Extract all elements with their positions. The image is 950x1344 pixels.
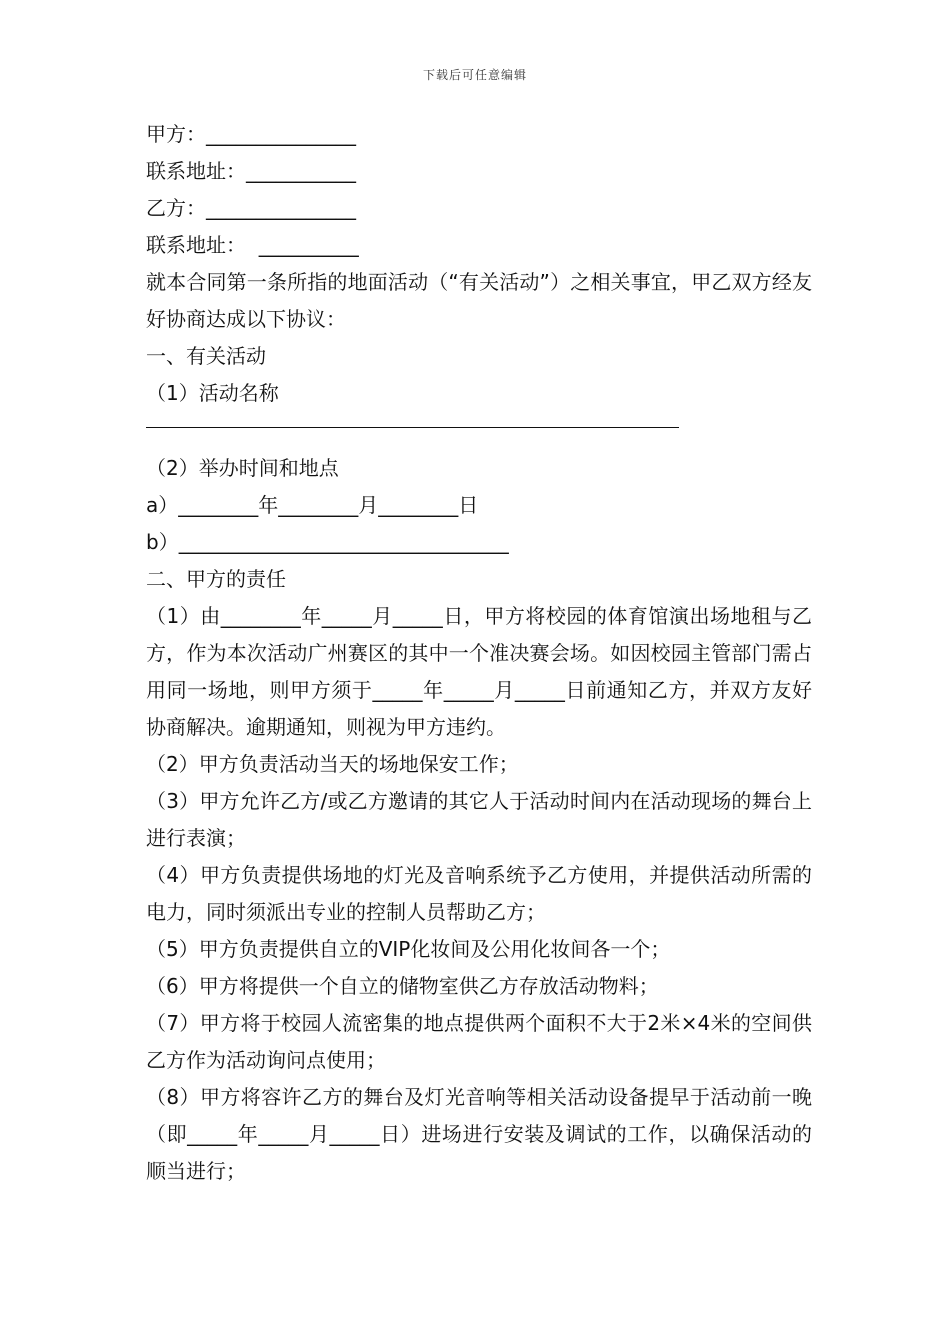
date-line: a）________年________月________日 xyxy=(146,493,479,517)
clause-4: （4）甲方负责提供场地的灯光及音响系统予乙方使用，并提供活动所需的电力，同时须派出专业的控制人员帮助乙方； xyxy=(146,863,812,924)
clause-1: （1）由________年_____月_____日，甲方将校园的体育馆演出场地租与乙方，作为本次活动广州赛区的其中一个准决赛会场。如因校园主管部门需占用同一场地，则甲方须于_____年_____月_____日前通知乙方，并双方友好协商解决。逾期通知，则视为甲方违约。 xyxy=(146,604,812,739)
section-2-title: 二、甲方的责任 xyxy=(146,567,286,591)
place-line: b）_________________________________ xyxy=(146,530,509,554)
clause-7: （7）甲方将于校园人流密集的地点提供两个面积不大于2米×4米的空间供乙方作为活动询问点使用； xyxy=(146,1011,812,1072)
clause-5: （5）甲方负责提供自立的VIP化妆间及公用化妆间各一个； xyxy=(146,937,671,961)
clause-3: （3）甲方允许乙方/或乙方邀请的其它人于活动时间内在活动现场的舞台上进行表演； xyxy=(146,789,812,850)
party-a-line: 甲方：_______________ xyxy=(146,122,356,146)
activity-name-label: （1）活动名称 xyxy=(146,381,279,405)
clause-6: （6）甲方将提供一个自立的储物室供乙方存放活动物料； xyxy=(146,974,659,998)
contract-body xyxy=(146,116,812,1190)
party-a-address-line: 联系地址：___________ xyxy=(146,159,356,183)
section-1-title: 一、有关活动 xyxy=(146,344,266,368)
party-b-address-line: 联系地址： __________ xyxy=(146,233,359,257)
party-b-line: 乙方：_______________ xyxy=(146,196,356,220)
page-header: 下载后可任意编辑 xyxy=(422,68,527,82)
clause-8: （8）甲方将容许乙方的舞台及灯光音响等相关活动设备提早于活动前一晚（即_____年_____月_____日）进场进行安装及调试的工作，以确保活动的顺当进行； xyxy=(146,1085,812,1183)
intro-paragraph: 就本合同第一条所指的地面活动（“有关活动”）之相关事宜，甲乙双方经友好协商达成以下协议： xyxy=(146,270,812,331)
clause-2: （2）甲方负责活动当天的场地保安工作； xyxy=(146,752,519,776)
time-place-label: （2）举办时间和地点 xyxy=(146,456,339,480)
